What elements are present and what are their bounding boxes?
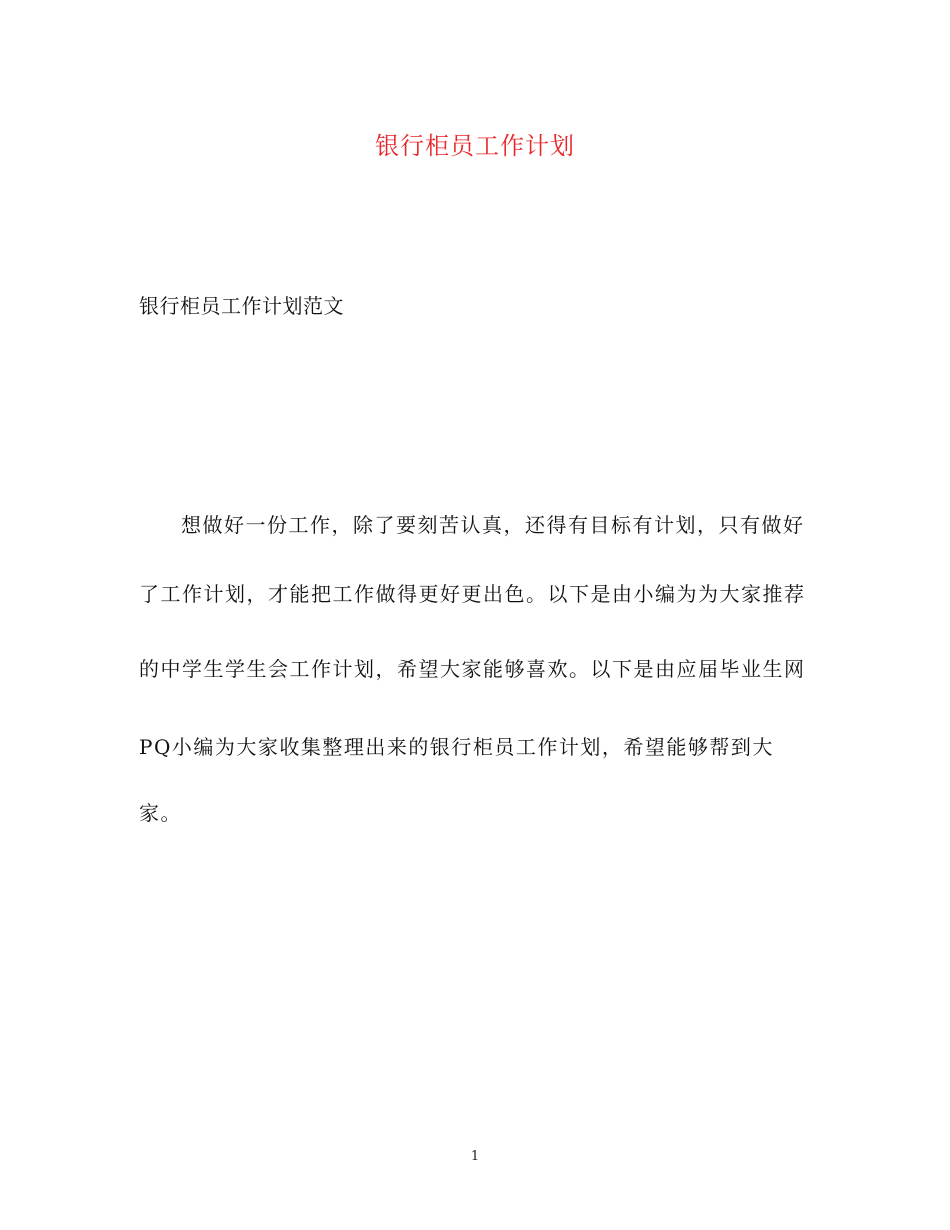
paragraph-line: 想做好一份工作，除了要刻苦认真，还得有目标有计划，只有做好 (181, 513, 805, 537)
paragraph-line: 了工作计划，才能把工作做得更好更出色。以下是由小编为为大家推荐 (139, 582, 806, 606)
paragraph-line: 家。 (139, 801, 182, 825)
paragraph-line: PQ小编为大家收集整理出来的银行柜员工作计划，希望能够帮到大 (139, 735, 774, 759)
page-number: 1 (470, 1149, 480, 1164)
document-subtitle: 银行柜员工作计划范文 (139, 294, 344, 318)
paragraph-line: 的中学生学生会工作计划，希望大家能够喜欢。以下是由应届毕业生网 (139, 657, 806, 681)
page-title: 银行柜员工作计划 (375, 132, 575, 160)
